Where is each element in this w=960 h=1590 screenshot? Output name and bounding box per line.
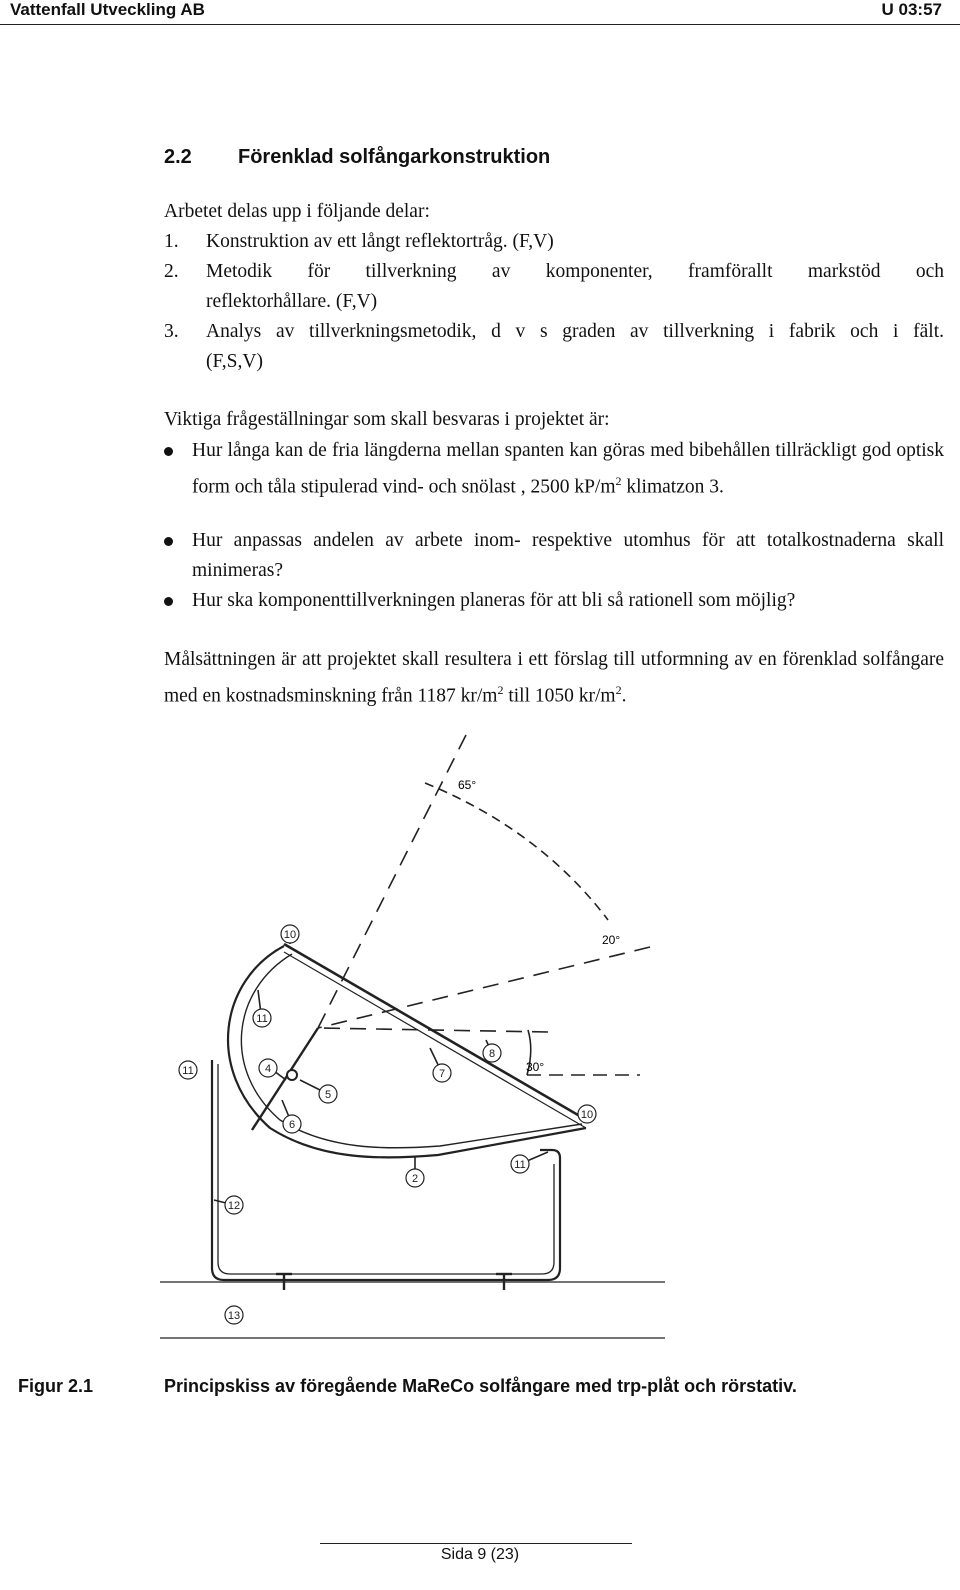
support-frame-inner — [218, 1064, 554, 1274]
svg-text:10: 10 — [283, 929, 297, 941]
svg-text:6: 6 — [288, 1119, 296, 1131]
svg-text:11: 11 — [514, 1159, 526, 1171]
callout-11-right — [511, 1155, 529, 1173]
question-text: Hur långa kan de fria längderna mellan spanten kan göras med bibehållen tillräckligt god optisk form och tåla stipulerad vind- och snölast , 2500 kP/m — [192, 440, 944, 498]
list-item-text: Konstruktion av ett långt reflektortråg. (F,V) — [206, 231, 554, 252]
callout-2 — [406, 1169, 424, 1187]
list-item-text: Metodik för tillverkning av komponenter, framförallt markstöd och — [206, 261, 944, 282]
callout-10-top — [281, 925, 299, 943]
question-tail: klimatzon 3. — [621, 476, 724, 498]
svg-text:5: 5 — [324, 1089, 332, 1101]
ray-65-line — [318, 735, 466, 1028]
callout-13 — [225, 1306, 243, 1324]
list-item-text: Analys av tillverkningsmetodik, d v s graden av tillverkning i fabrik och i fält. — [206, 321, 944, 342]
callout-7 — [433, 1064, 451, 1082]
svg-text:4: 4 — [264, 1063, 272, 1075]
question-text: Hur anpassas andelen av arbete inom- respektive utomhus för att totalkostnaderna skall minimeras? — [192, 530, 944, 581]
list-item-text: reflektorhållare. (F,V) — [206, 291, 378, 312]
callout-11-trough — [253, 1009, 271, 1027]
goal-superscript: 2 — [497, 683, 504, 697]
question-superscript: 2 — [615, 474, 622, 488]
goal-text-mid: till 1050 kr/m — [503, 685, 616, 707]
angle-arc-65 — [425, 783, 608, 920]
svg-text:7: 7 — [438, 1068, 446, 1080]
callout-12 — [225, 1196, 243, 1214]
absorber-tube — [287, 1070, 297, 1080]
callout-8 — [483, 1044, 501, 1062]
callout-5 — [319, 1085, 337, 1103]
callout-6 — [283, 1115, 301, 1133]
goal-superscript: 2 — [615, 683, 622, 697]
section-title: Förenklad solfångarkonstruktion — [238, 146, 551, 168]
list-item-number: 1. — [164, 231, 179, 252]
section-number: 2.2 — [164, 146, 192, 168]
goal-text-end: . — [621, 685, 627, 707]
svg-text:11: 11 — [256, 1013, 268, 1025]
svg-text:8: 8 — [488, 1048, 496, 1060]
header-doc-code: U 03:57 — [881, 0, 942, 19]
angle-label: 65° — [458, 778, 477, 792]
callout-11-left — [179, 1061, 197, 1079]
angle-label: 20° — [602, 933, 621, 947]
header-company: Vattenfall Utveckling AB — [10, 0, 205, 19]
question-text: Hur ska komponenttillverkningen planeras för att bli så rationell som möjlig? — [192, 590, 796, 611]
angle-label: 30° — [526, 1060, 545, 1074]
reflector-outer — [228, 946, 586, 1157]
svg-text:10: 10 — [580, 1109, 594, 1121]
intro-text: Arbetet delas upp i följande delar: — [164, 201, 430, 222]
questions-intro: Viktiga frågeställningar som skall besvaras i projektet är: — [164, 409, 610, 430]
svg-text:2: 2 — [411, 1173, 419, 1185]
page-number: Sida 9 (23) — [440, 1546, 520, 1563]
callout-4 — [259, 1059, 277, 1077]
figure-caption: Principskiss av föregående MaReCo solfångare med trp-plåt och rörstativ. — [164, 1376, 797, 1396]
list-item-text: (F,S,V) — [206, 351, 263, 372]
ray-20-line — [318, 947, 650, 1028]
figure-label: Figur 2.1 — [18, 1376, 94, 1396]
list-item-number: 3. — [164, 321, 179, 342]
goal-text: Målsättningen är att projektet skall resultera i ett förslag till utformning av en förenklad solfångare med en kostnadsminskning från 1187 kr/m — [164, 649, 944, 707]
list-item-number: 2. — [164, 261, 179, 282]
svg-text:12: 12 — [227, 1200, 241, 1212]
svg-text:13: 13 — [227, 1310, 241, 1322]
svg-text:11: 11 — [182, 1065, 194, 1077]
footer-divider — [320, 1543, 632, 1544]
support-frame-outer — [212, 1060, 560, 1280]
callout-10-right — [578, 1105, 596, 1123]
